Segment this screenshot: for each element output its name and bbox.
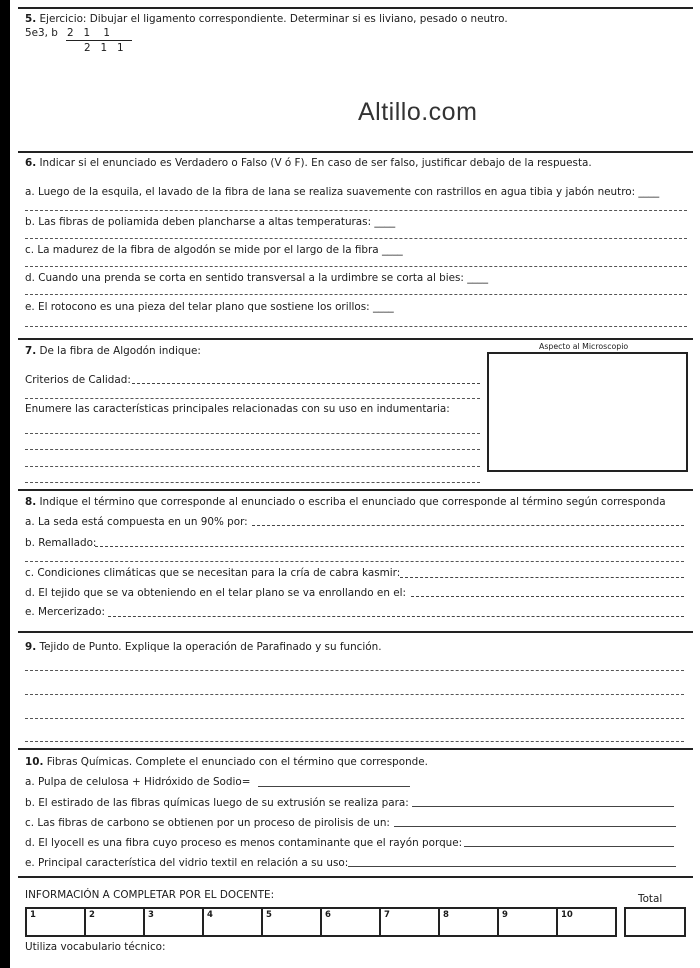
answer-line[interactable] [25,238,687,239]
question-number: 8. [25,496,37,508]
q8-item-c: c. Condiciones climáticas que se necesitan para la cría de cabra kasmir: [25,567,401,579]
score-cell[interactable] [202,909,261,935]
question-7-heading [25,345,201,357]
q6-item-c: c. La madurez de la fibra de algodón se mide por el largo de la fibra ____ [25,244,403,256]
question-8-heading [25,496,666,508]
q10-item-e: e. Principal característica del vidrio textil en relación a su uso: [25,857,349,869]
question-text: Ejercicio: Dibujar el ligamento correspondiente. Determinar si es liviano, pesado o neutro. [36,13,508,25]
section-divider [18,748,693,750]
answer-line[interactable] [25,449,480,450]
answer-line[interactable] [25,266,687,267]
section-divider [18,489,693,491]
vocabulario-label: Utiliza vocabulario técnico: [25,941,166,953]
q8-item-d: d. El tejido que se va obteniendo en el telar plano se va enrollando en el: [25,587,406,599]
answer-line[interactable] [25,561,684,562]
question-9-heading [25,641,382,653]
question-text: Indique el término que corresponde al enunciado o escriba el enunciado que corresponde al término según corresponda [36,496,666,508]
section-divider [18,338,693,340]
q10-b-answer-line[interactable] [412,806,674,807]
q10-item-d: d. El lyocell es una fibra cuyo proceso es menos contaminante que el rayón porque: [25,837,463,849]
formula-prefix: 5e3, b [25,27,58,39]
q6-item-a: a. Luego de la esquila, el lavado de la fibra de lana se realiza suavemente con rastrillos en agua tibia y jabón neutro: ____ [25,186,660,198]
question-number: 9. [25,641,37,653]
score-cell[interactable] [27,909,84,935]
answer-line[interactable] [25,433,480,434]
question-number: 5. [25,13,37,25]
q6-item-d: d. Cuando una prenda se corta en sentido transversal a la urdimbre se corta al bies: ____ [25,272,489,284]
q8-d-answer-line[interactable] [411,596,684,597]
answer-line[interactable] [25,482,480,483]
microscope-box-label: Aspecto al Microscopio [539,342,629,351]
answer-line[interactable] [25,718,684,719]
score-cell-number: 8 [443,910,449,920]
score-cell[interactable] [497,909,556,935]
answer-line[interactable] [25,741,684,742]
score-cell[interactable] [320,909,379,935]
q8-c-answer-line[interactable] [400,577,684,578]
calidad-label: Criterios de Calidad: [25,374,131,386]
question-6-heading [25,157,592,169]
q8-item-e: e. Mercerizado: [25,606,105,618]
question-number: 10. [25,756,44,768]
q6-item-e: e. El rotocono es una pieza del telar plano que sostiene los orillos: ____ [25,301,394,313]
q10-a-answer-line[interactable] [258,786,410,787]
total-score-box[interactable] [624,907,686,937]
formula-denominator: 2 1 1 [84,42,124,54]
score-cell-number: 2 [89,910,95,920]
section-divider [18,151,693,153]
score-cell-number: 5 [266,910,272,920]
question-number: 7. [25,345,37,357]
question-text: Indicar si el enunciado es Verdadero o Falso (V ó F). En caso de ser falso, justificar debajo de la respuesta. [36,157,592,169]
left-edge-bar [0,0,10,968]
answer-line[interactable] [25,326,687,327]
q10-item-a: a. Pulpa de celulosa + Hidróxido de Sodio= [25,776,251,788]
answer-line[interactable] [25,670,684,671]
q10-item-c: c. Las fibras de carbono se obtienen por un proceso de pirolisis de un: [25,817,390,829]
q10-c-answer-line[interactable] [394,826,676,827]
q10-d-answer-line[interactable] [464,846,674,847]
score-cell-number: 6 [325,910,331,920]
q6-item-b: b. Las fibras de poliamida deben plancharse a altas temperaturas: ____ [25,216,396,228]
score-cell-number: 4 [207,910,213,920]
score-cell-number: 1 [30,910,36,920]
q10-e-answer-line[interactable] [348,866,676,867]
score-cell-number: 10 [561,910,573,920]
fraction-bar [66,40,132,41]
docente-title: INFORMACIÓN A COMPLETAR POR EL DOCENTE: [25,889,275,901]
total-label: Total [638,893,663,905]
score-cell[interactable] [379,909,438,935]
answer-line[interactable] [25,694,684,695]
question-text: De la fibra de Algodón indique: [36,345,201,357]
section-divider [18,876,693,878]
answer-line[interactable] [25,210,687,211]
q8-a-answer-line[interactable] [252,525,684,526]
score-cell[interactable] [261,909,320,935]
q8-e-answer-line[interactable] [108,616,684,617]
question-number: 6. [25,157,37,169]
q10-item-b: b. El estirado de las fibras químicas luego de su extrusión se realiza para: [25,797,409,809]
enumere-label: Enumere las características principales relacionadas con su uso en indumentaria: [25,403,450,415]
score-cell[interactable] [438,909,497,935]
answer-line[interactable] [25,398,480,399]
watermark: Altillo.com [358,98,478,126]
q8-item-a: a. La seda está compuesta en un 90% por: [25,516,248,528]
q8-b-answer-line[interactable] [95,546,684,547]
question-text: Tejido de Punto. Explique la operación de Parafinado y su función. [36,641,382,653]
q8-item-b: b. Remallado: [25,537,97,549]
formula-numerator: 2 1 1 [67,27,110,39]
microscope-drawing-box[interactable] [487,352,688,472]
answer-line[interactable] [25,294,687,295]
question-10-heading [25,756,428,768]
section-divider [18,7,693,9]
score-cell[interactable] [556,909,615,935]
score-cell-number: 3 [148,910,154,920]
score-cell-number: 9 [502,910,508,920]
score-cell[interactable] [143,909,202,935]
score-grid [25,907,617,937]
question-text: Fibras Químicas. Complete el enunciado con el término que corresponde. [43,756,428,768]
calidad-answer-line[interactable] [132,383,480,384]
score-cell[interactable] [84,909,143,935]
question-5-heading [25,13,508,25]
section-divider [18,631,693,633]
score-cell-number: 7 [384,910,390,920]
answer-line[interactable] [25,466,480,467]
